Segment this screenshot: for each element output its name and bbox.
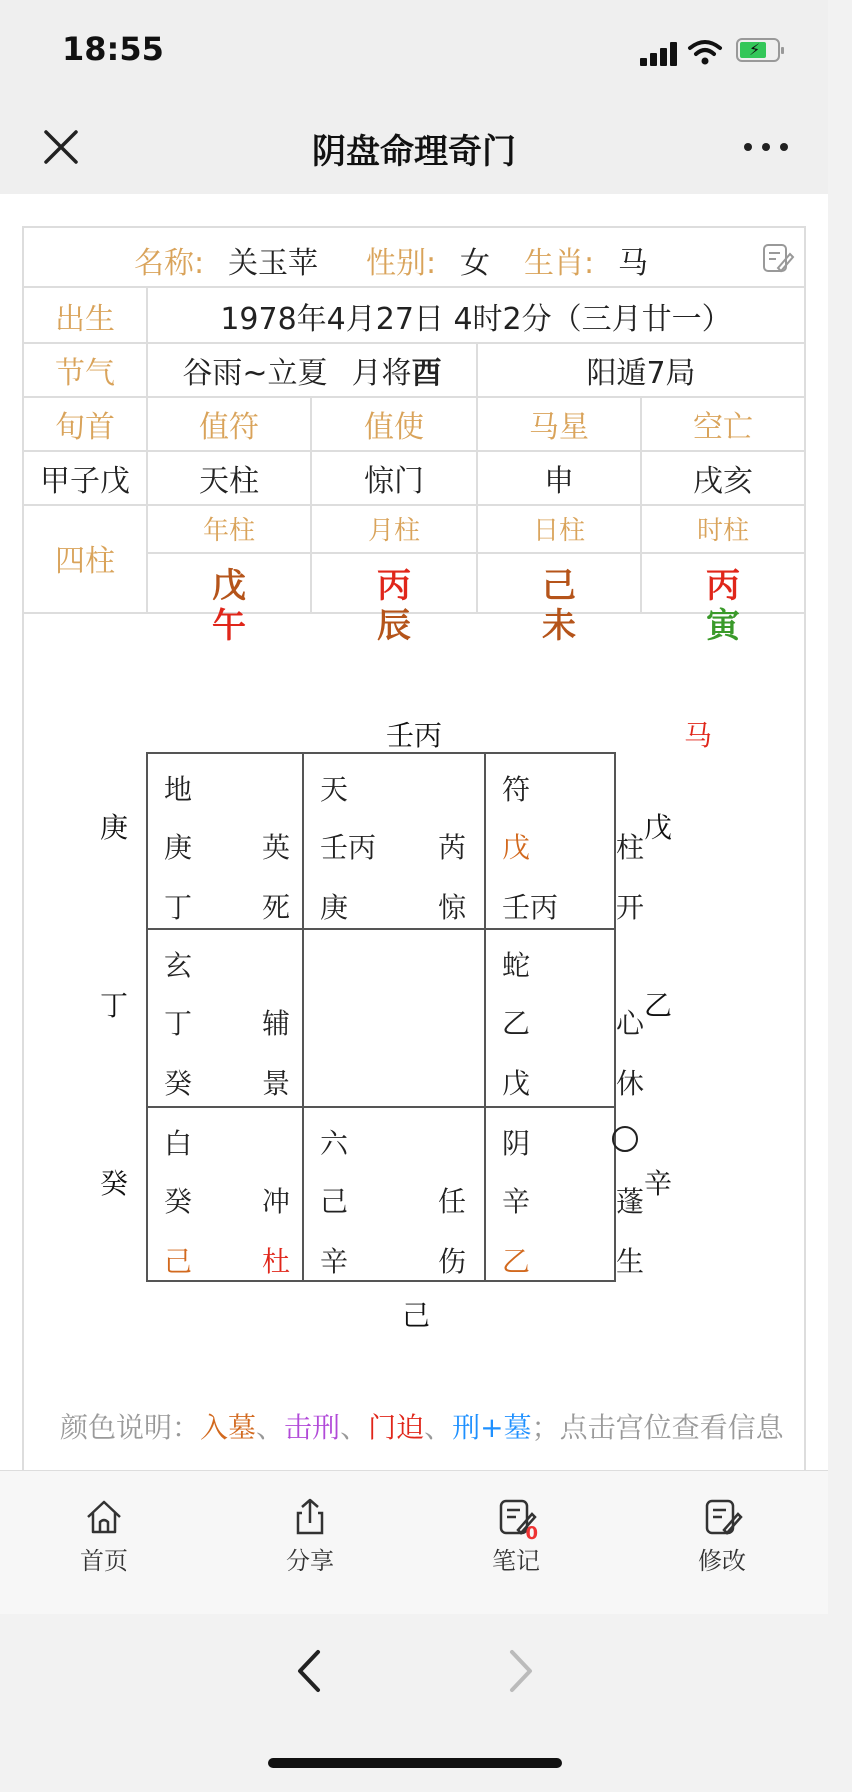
palace-stem-1: 己 — [320, 1185, 349, 1218]
qimen-palace-grid — [146, 752, 645, 1282]
head-value-zhifu: 天柱 — [199, 464, 259, 499]
palace-8[interactable] — [304, 1108, 484, 1280]
head-label-kongwang: 空亡 — [693, 410, 753, 445]
tab-edit[interactable] — [662, 1497, 782, 1576]
chart-card — [22, 226, 806, 1476]
palace-god: 地 — [164, 773, 193, 806]
right-outside-label-3: 辛 — [644, 1167, 673, 1200]
head-value-kongwang: 戌亥 — [693, 464, 753, 499]
wifi-icon — [688, 38, 722, 66]
back-arrow-icon[interactable] — [290, 1646, 330, 1696]
palace-stem-2: 辛 — [320, 1245, 349, 1278]
palace-stem-1: 庚 — [164, 831, 193, 864]
head-label-maxing: 马星 — [529, 410, 589, 445]
home-indicator — [268, 1758, 562, 1768]
head-value-maxing: 申 — [544, 464, 574, 499]
home-icon — [84, 1497, 124, 1537]
left-outside-label-2: 丁 — [100, 989, 129, 1022]
browser-nav-bar — [0, 1614, 828, 1792]
palace-stem-1: 乙 — [502, 1007, 531, 1040]
month-general-value: 酉 — [411, 356, 442, 391]
palace-stem-2: 癸 — [164, 1067, 193, 1100]
pillar-header-day: 日柱 — [532, 516, 585, 546]
right-outside-label-1: 戊 — [644, 811, 673, 844]
share-icon — [290, 1497, 330, 1537]
basic-info-row — [24, 228, 804, 288]
right-outside-label-2: 乙 — [644, 989, 673, 1022]
palace-4[interactable] — [148, 930, 302, 1106]
tab-share[interactable] — [250, 1497, 370, 1576]
head-label-xunshou: 旬首 — [55, 410, 115, 445]
name-value: 关玉苹 — [228, 246, 318, 281]
palace-door: 惊 — [438, 891, 467, 924]
status-bar — [0, 0, 828, 100]
head-value-xunshou: 甲子戊 — [40, 464, 130, 499]
head-value-zhishi: 惊门 — [364, 464, 424, 499]
month-stem: 丙 — [377, 566, 411, 606]
dun-ju-value: 阳遁7局 — [586, 356, 696, 391]
left-outside-label-3: 癸 — [100, 1167, 129, 1200]
zodiac-label: 生肖: — [524, 246, 595, 281]
palace-star: 心 — [616, 1007, 645, 1040]
palace-stem-1: 丁 — [164, 1007, 193, 1040]
nav-bar — [0, 100, 828, 195]
content-area — [0, 194, 828, 1470]
day-stem: 己 — [542, 566, 576, 606]
head-label-zhishi: 值使 — [364, 410, 424, 445]
tab-label: 笔记 — [492, 1547, 540, 1575]
name-label: 名称: — [134, 246, 205, 281]
palace-star: 英 — [262, 831, 291, 864]
edit-icon — [702, 1497, 742, 1537]
kongwang-circle-icon — [612, 1126, 638, 1152]
palace-1[interactable] — [148, 754, 302, 928]
palace-stem-2: 丁 — [164, 891, 193, 924]
hour-stem: 丙 — [706, 566, 740, 606]
page-title: 阴盘命理奇门 — [312, 132, 516, 172]
battery-icon: ⚡ — [736, 38, 780, 62]
palace-stem-1: 辛 — [502, 1185, 531, 1218]
legend-sep: 、 — [424, 1411, 453, 1444]
palace-star: 芮 — [438, 831, 467, 864]
palace-6[interactable] — [486, 930, 645, 1106]
palace-stem-1: 壬丙 — [320, 831, 377, 864]
bottom-tab-bar — [0, 1470, 828, 1615]
palace-star: 辅 — [262, 1007, 291, 1040]
color-legend — [60, 1406, 784, 1446]
gender-value: 女 — [460, 246, 490, 281]
tab-label: 分享 — [286, 1547, 334, 1575]
left-outside-label-1: 庚 — [100, 811, 129, 844]
palace-3[interactable] — [486, 754, 645, 928]
zodiac-value: 马 — [618, 246, 648, 281]
palace-stem-2: 庚 — [320, 891, 349, 924]
legend-rumu: 入墓 — [200, 1411, 257, 1444]
palace-god: 天 — [320, 773, 349, 806]
palace-5-center[interactable] — [304, 930, 484, 1106]
gender-label: 性别: — [366, 246, 437, 281]
palace-9[interactable] — [486, 1108, 645, 1280]
solar-term-range: 谷雨~立夏 — [182, 356, 328, 391]
palace-stem-1: 戊 — [502, 831, 531, 864]
pillar-header-hour: 时柱 — [696, 516, 749, 546]
month-general-label: 月将 — [351, 356, 412, 391]
palace-god: 玄 — [164, 949, 193, 982]
head-label-zhifu: 值符 — [199, 410, 259, 445]
palace-star: 任 — [438, 1185, 467, 1218]
bottom-outside-label: 己 — [402, 1299, 431, 1332]
palace-door: 开 — [616, 891, 645, 924]
pillar-header-year: 年柱 — [202, 516, 255, 546]
forward-arrow-icon[interactable] — [500, 1646, 540, 1696]
notes-badge: 0 — [525, 1523, 538, 1544]
legend-xingmu: 刑+墓 — [452, 1411, 532, 1444]
day-branch: 未 — [542, 606, 576, 646]
birth-value: 1978年4月27日 4时2分（三月廿一） — [220, 302, 732, 337]
palace-door: 生 — [616, 1245, 645, 1278]
cellular-signal-icon — [640, 42, 680, 66]
palace-7[interactable] — [148, 1108, 302, 1280]
year-branch: 午 — [212, 606, 246, 646]
four-pillars-label: 四柱 — [55, 544, 115, 579]
palace-star: 冲 — [262, 1185, 291, 1218]
palace-door: 杜 — [262, 1245, 291, 1278]
birth-label: 出生 — [55, 302, 115, 337]
more-icon[interactable] — [744, 140, 792, 154]
edit-icon[interactable] — [762, 242, 794, 274]
legend-menpo: 门迫 — [368, 1411, 425, 1444]
palace-god: 白 — [164, 1127, 193, 1160]
horse-star-label: 马 — [684, 719, 713, 752]
legend-suffix: ；点击宫位查看信息 — [531, 1411, 784, 1444]
palace-god: 六 — [320, 1127, 349, 1160]
palace-door: 伤 — [438, 1245, 467, 1278]
legend-jixing: 击刑 — [284, 1411, 341, 1444]
pillar-header-month: 月柱 — [367, 516, 420, 546]
solar-term-label: 节气 — [55, 356, 115, 391]
top-outside-label: 壬丙 — [386, 719, 443, 752]
palace-god: 阴 — [502, 1127, 531, 1160]
tab-label: 首页 — [80, 1547, 128, 1575]
tab-label: 修改 — [698, 1547, 746, 1575]
palace-stem-2: 壬丙 — [502, 891, 559, 924]
palace-god: 蛇 — [502, 949, 531, 982]
legend-sep: 、 — [256, 1411, 285, 1444]
legend-sep: 、 — [340, 1411, 369, 1444]
hour-branch: 寅 — [706, 606, 740, 646]
tab-home[interactable] — [44, 1497, 164, 1576]
solar-term-value — [148, 348, 476, 392]
legend-prefix: 颜色说明： — [60, 1411, 201, 1444]
palace-stem-2: 己 — [164, 1245, 193, 1278]
month-branch: 辰 — [377, 606, 411, 646]
palace-door: 休 — [616, 1067, 645, 1100]
palace-stem-2: 戊 — [502, 1067, 531, 1100]
palace-star: 柱 — [616, 831, 645, 864]
palace-star: 蓬 — [616, 1185, 645, 1218]
palace-stem-1: 癸 — [164, 1185, 193, 1218]
palace-stem-2: 乙 — [502, 1245, 531, 1278]
status-time: 18:55 — [62, 30, 164, 68]
year-stem: 戊 — [212, 566, 246, 606]
palace-god: 符 — [502, 773, 531, 806]
palace-2[interactable] — [304, 754, 484, 928]
tab-notes[interactable] — [456, 1497, 576, 1576]
palace-door: 死 — [262, 891, 291, 924]
palace-door: 景 — [262, 1067, 291, 1100]
